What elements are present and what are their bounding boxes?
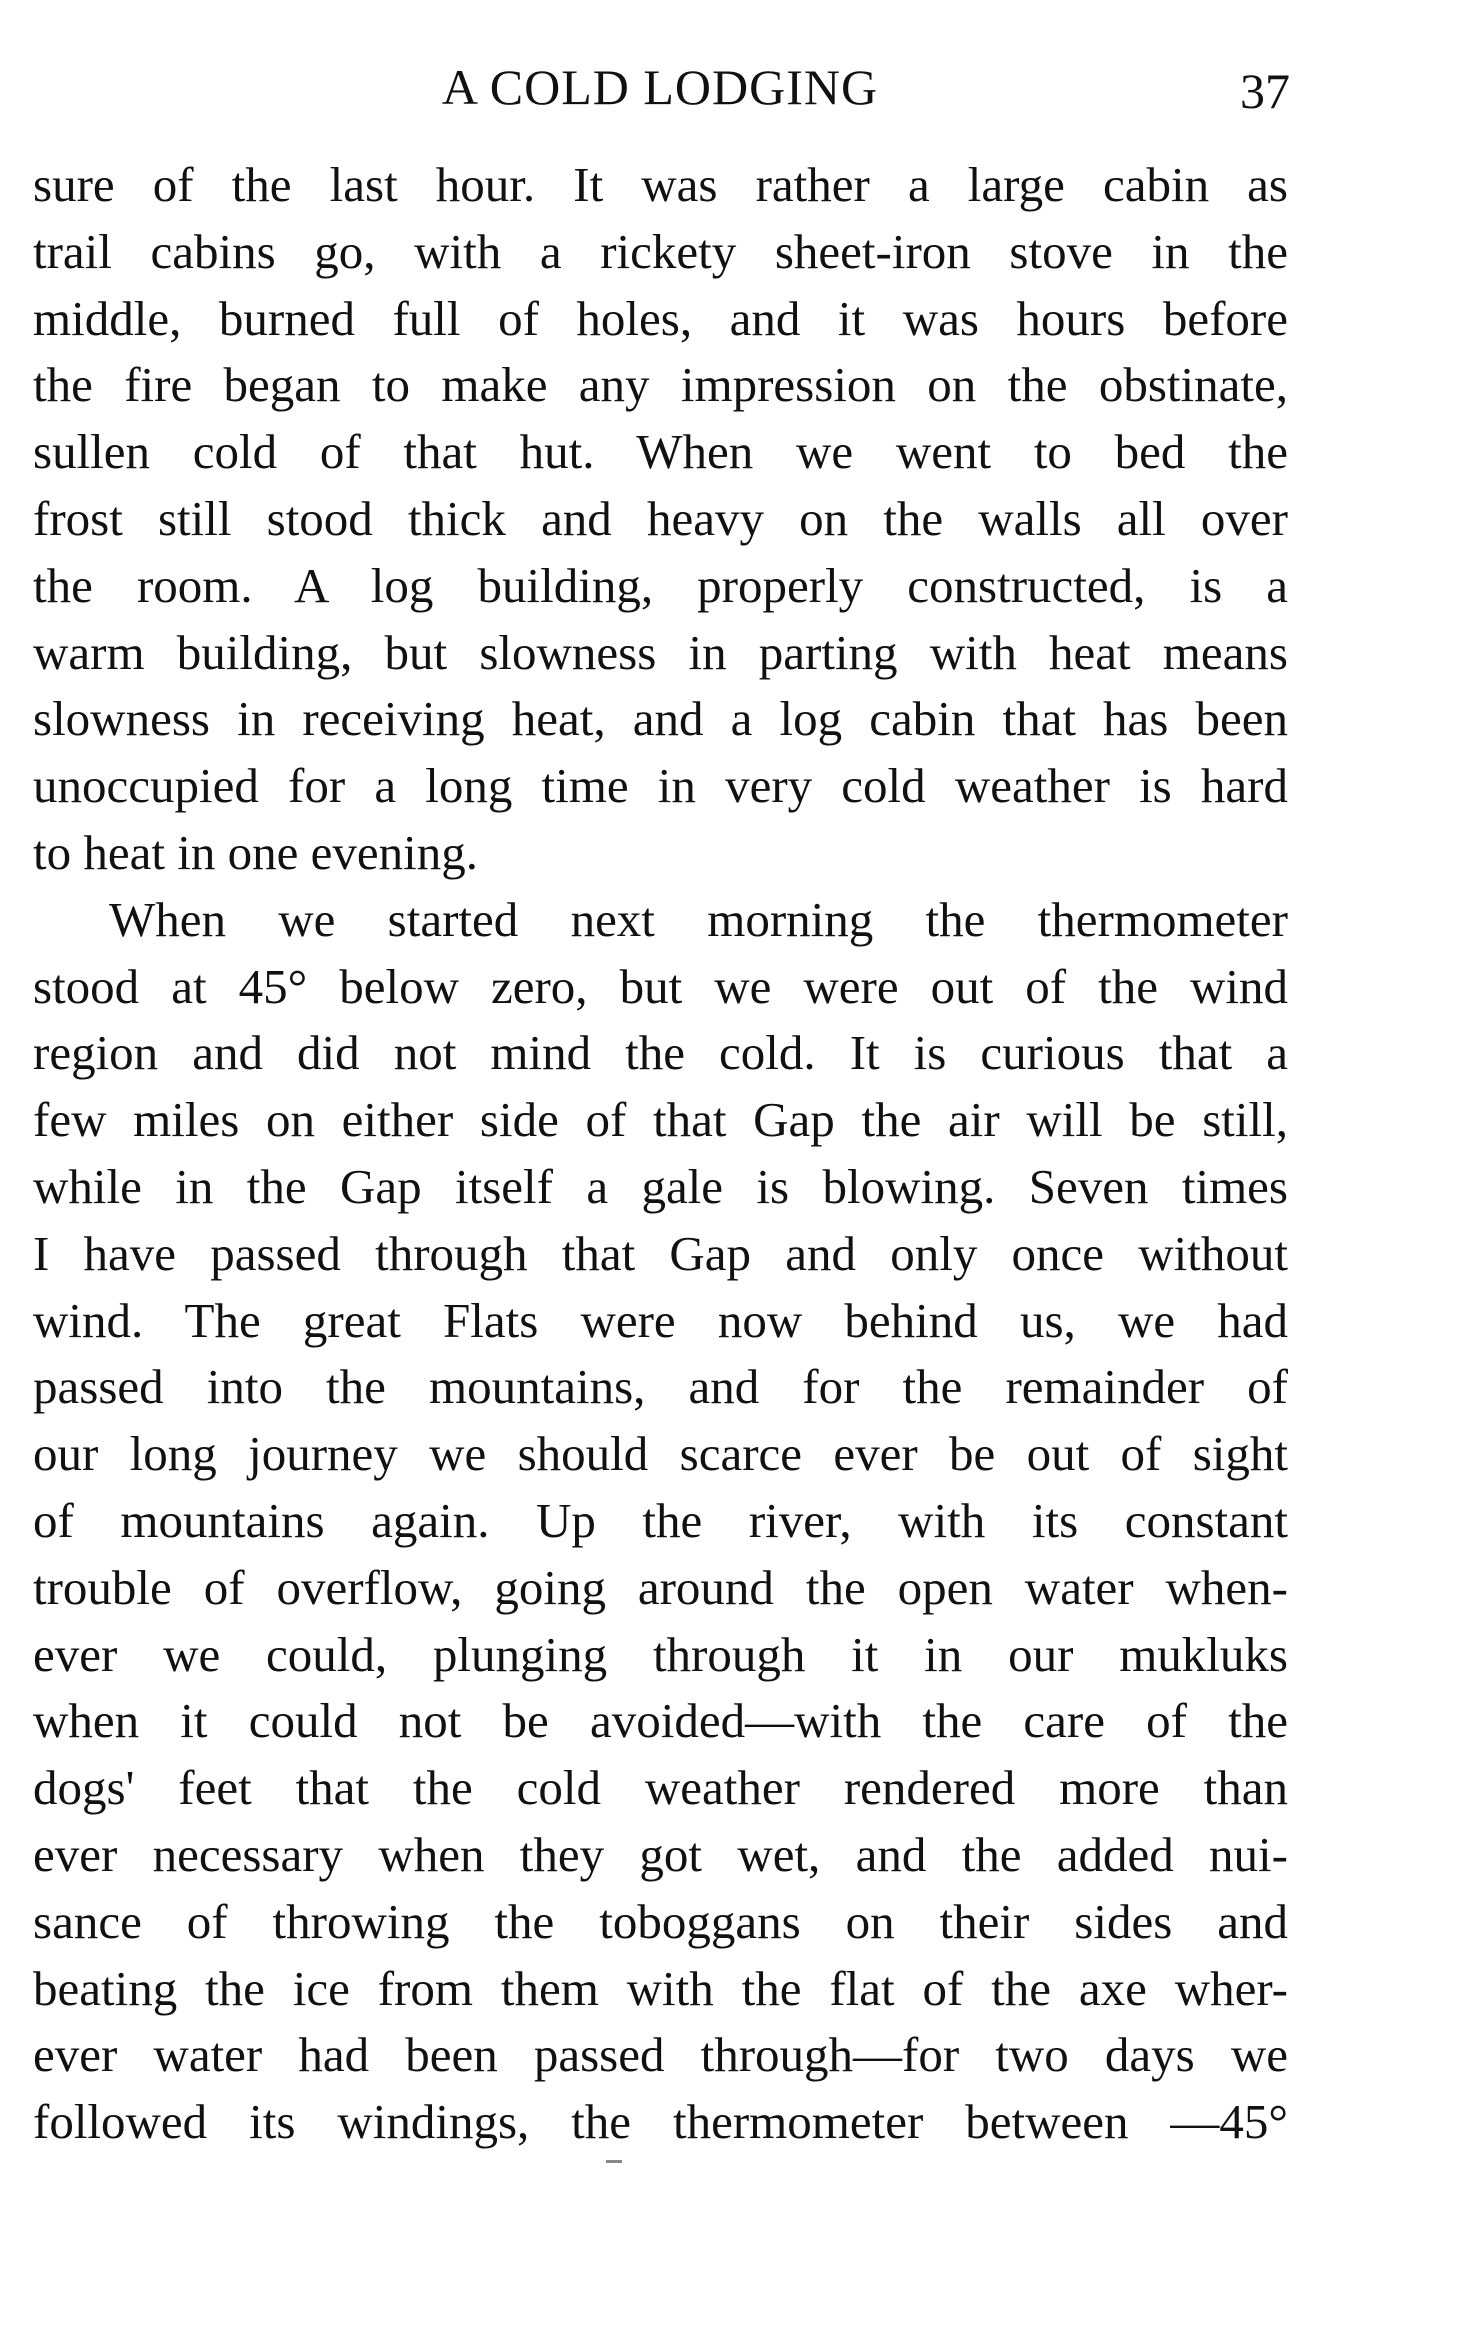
text-line: while in the Gap itself a gale is blowing. Seven times <box>33 1158 1288 1214</box>
text-line: middle, burned full of holes, and it was hours before <box>33 290 1288 346</box>
text-line: sance of throwing the toboggans on their sides and <box>33 1893 1288 1949</box>
text-line: ever necessary when they got wet, and the added nui- <box>33 1826 1288 1882</box>
text-line: dogs' feet that the cold weather rendered more than <box>33 1760 1288 1816</box>
text-line: I have passed through that Gap and only once without <box>33 1225 1288 1281</box>
text-line: sure of the last hour. It was rather a large cabin as <box>33 157 1288 212</box>
paragraph-start-line: When we started next morning the thermometer <box>109 891 1288 947</box>
text-line: of mountains again. Up the river, with its constant <box>33 1492 1288 1548</box>
running-head <box>30 52 1290 122</box>
print-mark <box>606 2160 622 2163</box>
text-line: beating the ice from them with the flat of the axe wher- <box>33 1960 1288 2016</box>
chapter-title: A COLD LODGING <box>441 59 879 115</box>
page-number: 37 <box>1240 63 1290 119</box>
text-line: ever we could, plunging through it in our mukluks <box>33 1626 1288 1682</box>
text-line: frost still stood thick and heavy on the walls all over <box>33 490 1288 546</box>
body-text <box>33 152 1288 2156</box>
text-line: few miles on either side of that Gap the air will be still, <box>33 1092 1288 1148</box>
text-line: trouble of overflow, going around the open water when- <box>33 1559 1288 1615</box>
text-line: the fire began to make any impression on the obstinate, <box>33 357 1288 413</box>
text-line: stood at 45° below zero, but we were out of the wind <box>33 958 1288 1014</box>
text-line: wind. The great Flats were now behind us, we had <box>33 1292 1288 1348</box>
text-line: region and did not mind the cold. It is curious that a <box>33 1025 1288 1081</box>
text-line: warm building, but slowness in parting with heat means <box>33 624 1288 680</box>
text-line: passed into the mountains, and for the remainder of <box>33 1359 1288 1415</box>
paragraph-end-line: to heat in one evening. <box>33 824 478 880</box>
text-line: our long journey we should scarce ever be out of sight <box>33 1426 1288 1482</box>
text-line: ever water had been passed through—for two days we <box>33 2027 1288 2083</box>
text-line: sullen cold of that hut. When we went to bed the <box>33 424 1288 480</box>
text-line: followed its windings, the thermometer between —45° <box>33 2094 1288 2150</box>
text-line: the room. A log building, properly constructed, is a <box>33 557 1288 613</box>
text-line: unoccupied for a long time in very cold weather is hard <box>33 758 1288 814</box>
text-line: trail cabins go, with a rickety sheet-iron stove in the <box>33 223 1288 279</box>
text-line: when it could not be avoided—with the care of the <box>33 1693 1288 1749</box>
text-line: slowness in receiving heat, and a log cabin that has been <box>33 691 1288 747</box>
